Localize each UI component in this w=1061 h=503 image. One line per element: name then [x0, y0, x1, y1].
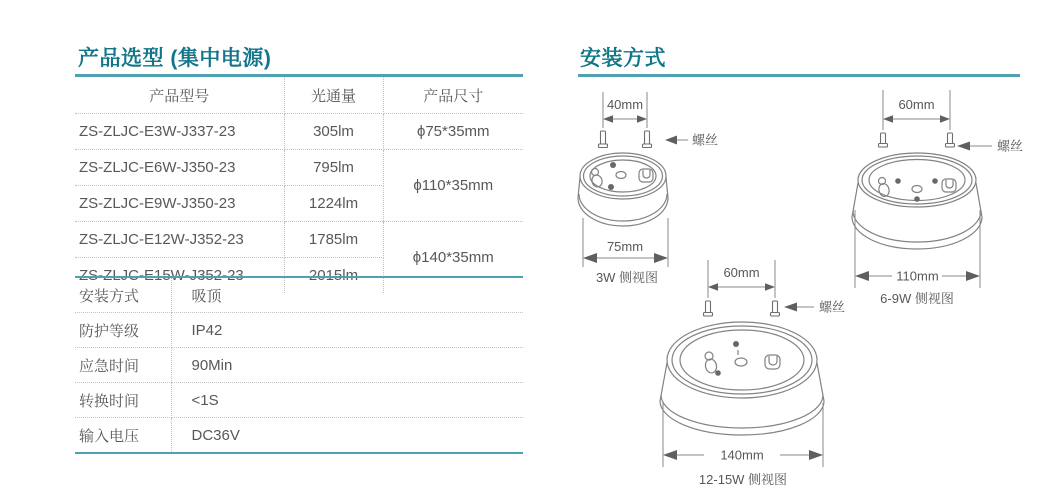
- model-cell: ZS-ZLJC-E6W-J350-23: [75, 150, 284, 186]
- diagram-12-15w-side-view: [640, 255, 920, 495]
- spec-row: [75, 313, 523, 348]
- screw-icon: [599, 131, 652, 148]
- fixture-drawing: [660, 322, 824, 435]
- spec-value: 吸顶: [171, 277, 523, 313]
- top-dimension-label: 60mm: [898, 97, 935, 112]
- size-cell: ϕ140*35mm: [412, 249, 494, 266]
- screw-icon: [879, 133, 955, 147]
- flux-cell: 1785lm: [284, 222, 383, 258]
- bottom-dimension-label: 75mm: [606, 239, 644, 254]
- flux-cell: 1224lm: [284, 186, 383, 222]
- top-dimension: [883, 90, 950, 130]
- screw-callout-label: 螺丝: [692, 132, 719, 148]
- spec-label: 应急时间: [75, 348, 171, 383]
- header-size: 产品尺寸: [383, 77, 523, 114]
- top-dimension-label: 40mm: [606, 97, 644, 112]
- diagram-caption: 6-9W 侧视图: [880, 291, 954, 306]
- model-cell: ZS-ZLJC-E9W-J350-23: [75, 186, 284, 222]
- diagram-caption: 3W 侧视图: [595, 270, 659, 285]
- model-cell: ZS-ZLJC-E12W-J352-23: [75, 222, 284, 258]
- spec-table: [75, 276, 523, 454]
- spec-label: 防护等级: [75, 313, 171, 348]
- spec-value: IP42: [171, 313, 523, 348]
- table-row: [75, 150, 523, 186]
- top-dimension: [603, 92, 647, 128]
- table-row: [75, 114, 523, 150]
- header-model: 产品型号: [75, 77, 284, 114]
- spec-value: 90Min: [171, 348, 523, 383]
- model-cell: ZS-ZLJC-E15W-J352-23: [75, 258, 284, 294]
- screw-callout: [957, 139, 1023, 154]
- bottom-dimension-label: 140mm: [720, 447, 764, 463]
- spec-label: 转换时间: [75, 383, 171, 418]
- fixture-drawing: [578, 153, 668, 226]
- spec-row: [75, 383, 523, 418]
- screw-icon: [704, 301, 780, 316]
- flux-cell: 305lm: [284, 114, 383, 150]
- top-dimension: [708, 260, 775, 298]
- spec-label: 输入电压: [75, 418, 171, 454]
- table-header-row: [75, 77, 523, 114]
- spec-row: [75, 348, 523, 383]
- flux-cell: 2015lm: [284, 258, 383, 294]
- left-section-title: 产品选型 (集中电源): [78, 47, 272, 70]
- size-cell: ϕ75*35mm: [383, 114, 523, 150]
- header-flux: 光通量: [284, 77, 383, 114]
- spec-label: 安装方式: [75, 277, 171, 313]
- screw-callout-label: 螺丝: [819, 299, 846, 315]
- spec-row: [75, 418, 523, 454]
- screw-callout-label: 螺丝: [997, 138, 1024, 154]
- product-table: [75, 77, 523, 293]
- flux-cell: 795lm: [284, 150, 383, 186]
- model-cell: ZS-ZLJC-E3W-J337-23: [75, 114, 284, 150]
- spec-value: <1S: [171, 383, 523, 418]
- bottom-dimension-label: 110mm: [896, 268, 939, 284]
- right-title-rule: [578, 74, 1020, 77]
- top-dimension-label: 60mm: [723, 265, 760, 280]
- spec-value: DC36V: [191, 426, 240, 444]
- spec-row: [75, 277, 523, 313]
- size-cell: ϕ110*35mm: [383, 150, 523, 222]
- screw-callout: [784, 300, 845, 315]
- table-row: [75, 222, 523, 258]
- screw-callout: [665, 133, 718, 148]
- right-section-title: 安装方式: [580, 47, 666, 70]
- fixture-drawing: [852, 153, 982, 249]
- diagram-caption: 12-15W 侧视图: [698, 472, 788, 487]
